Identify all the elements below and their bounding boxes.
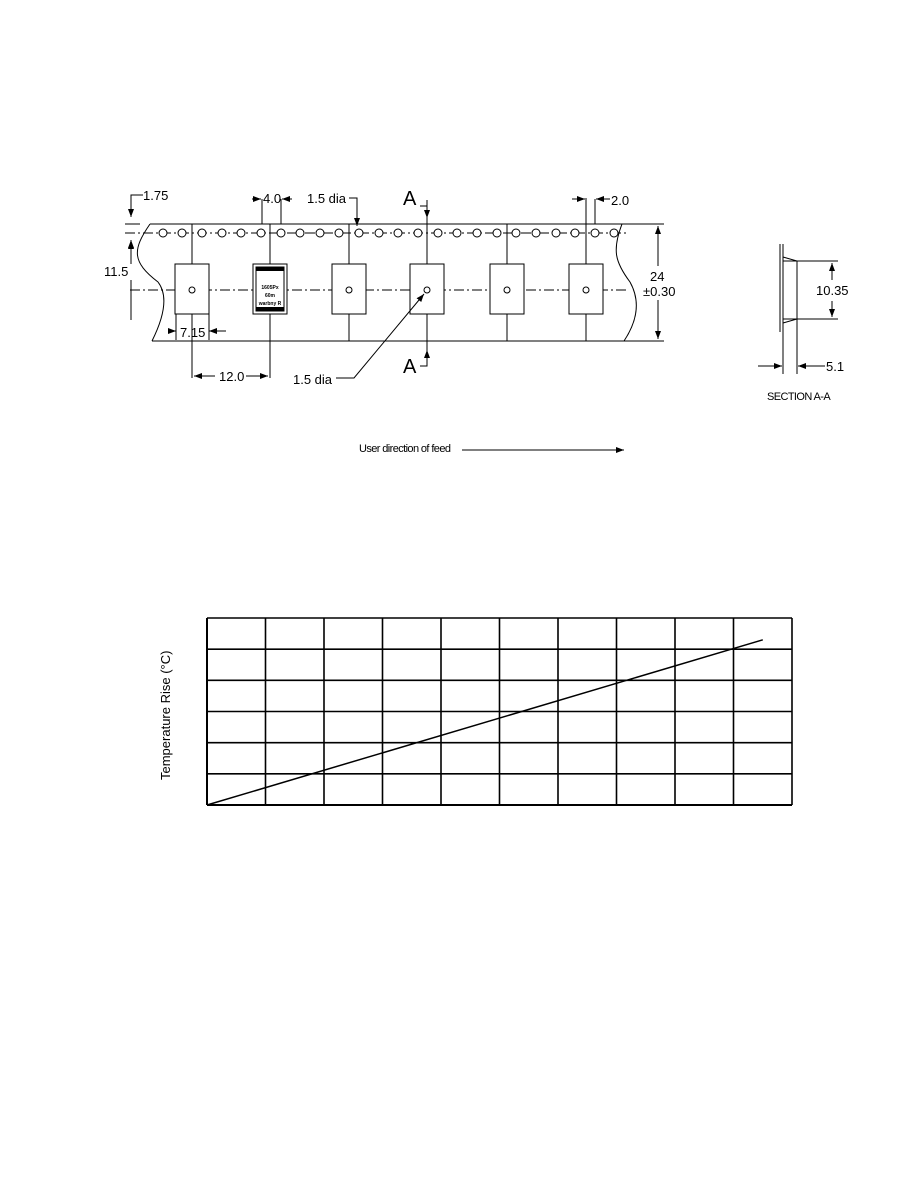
dim-12-0: 12.0 bbox=[219, 369, 245, 384]
sprocket-hole bbox=[355, 229, 363, 237]
sprocket-hole bbox=[394, 229, 402, 237]
section-title: SECTION A-A bbox=[767, 391, 831, 403]
sprocket-hole bbox=[610, 229, 618, 237]
sprocket-hole bbox=[296, 229, 304, 237]
temperature-rise-chart bbox=[158, 618, 792, 805]
sprocket-hole bbox=[277, 229, 285, 237]
section-marker-bottom: A bbox=[403, 356, 417, 378]
dim-2-0: 2.0 bbox=[611, 193, 630, 208]
dim-hole-dia-top: 1.5 dia bbox=[307, 191, 347, 206]
dim-width-tolerance: ±0.30 bbox=[643, 284, 676, 299]
component bbox=[256, 267, 284, 311]
part-marking-line: warbny R bbox=[258, 301, 282, 307]
part-marking-line: 1605Px bbox=[261, 285, 279, 291]
sprocket-hole bbox=[434, 229, 442, 237]
sprocket-hole bbox=[178, 229, 186, 237]
sprocket-hole bbox=[375, 229, 383, 237]
sprocket-hole bbox=[198, 229, 206, 237]
sprocket-hole bbox=[512, 229, 520, 237]
part-marking-line: 60m bbox=[264, 293, 276, 299]
series-line bbox=[207, 640, 763, 805]
tape-right-break bbox=[616, 224, 636, 341]
sprocket-hole bbox=[237, 229, 245, 237]
sprocket-hole bbox=[591, 229, 599, 237]
dim-width-value: 24 bbox=[650, 269, 665, 284]
dimension-labels bbox=[104, 188, 675, 455]
sprocket-hole bbox=[218, 229, 226, 237]
sprocket-hole bbox=[316, 229, 324, 237]
feed-direction-label: User direction of feed bbox=[359, 443, 451, 455]
dim-4-0: 4.0 bbox=[263, 191, 282, 206]
dim-1-75: 1.75 bbox=[143, 188, 169, 203]
dim-7-15: 7.15 bbox=[180, 325, 206, 340]
sprocket-hole bbox=[532, 229, 540, 237]
sprocket-hole bbox=[453, 229, 461, 237]
sprocket-hole bbox=[571, 229, 579, 237]
tape-left-break bbox=[137, 224, 164, 341]
section-view bbox=[758, 244, 838, 374]
y-axis-label: Temperature Rise (°C) bbox=[158, 650, 173, 780]
sprocket-hole bbox=[493, 229, 501, 237]
section-dim-height: 10.35 bbox=[816, 283, 849, 298]
section-marker-top: A bbox=[403, 188, 417, 210]
sprocket-hole bbox=[159, 229, 167, 237]
dim-hole-dia-bottom: 1.5 dia bbox=[293, 372, 333, 387]
sprocket-hole bbox=[257, 229, 265, 237]
sprocket-hole bbox=[335, 229, 343, 237]
sprocket-hole bbox=[473, 229, 481, 237]
tape-pockets bbox=[175, 264, 603, 314]
dim-11-5: 11.5 bbox=[104, 264, 129, 279]
sprocket-hole bbox=[552, 229, 560, 237]
section-dim-depth: 5.1 bbox=[826, 359, 845, 374]
sprocket-hole bbox=[414, 229, 422, 237]
sprocket-holes bbox=[159, 229, 618, 237]
chart-grid bbox=[207, 618, 792, 805]
